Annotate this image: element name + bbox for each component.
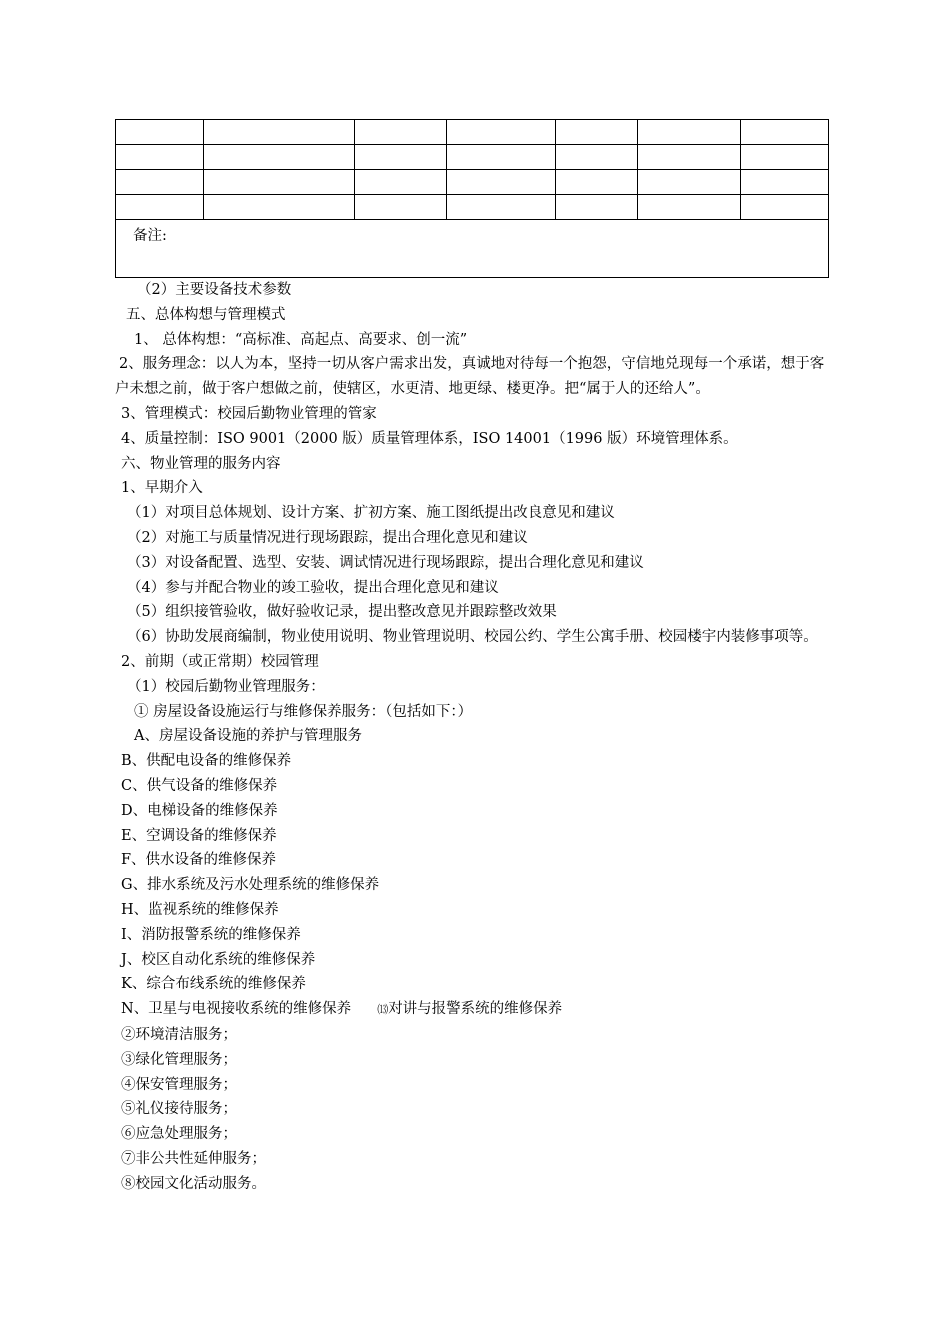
text-line: （1）对项目总体规划、设计方案、扩初方案、施工图纸提出改良意见和建议 [127,505,615,522]
table-row [116,120,829,145]
list-item: J、校区自动化系统的维修保养 [121,951,316,968]
list-item: C、供气设备的维修保养 [121,777,278,794]
text-line: （3）对设备配置、选型、安装、调试情况进行现场跟踪，提出合理化意见和建议 [127,554,644,571]
text-line: 1、早期介入 [121,480,203,497]
list-item: N、卫星与电视接收系统的维修保养 [121,1001,352,1018]
section-heading: 六、物业管理的服务内容 [121,455,281,472]
text-line: 2、前期（或正常期）校园管理 [121,653,319,670]
section-heading: 五、总体构想与管理模式 [126,306,286,323]
list-item: A、房屋设备设施的养护与管理服务 [134,728,362,745]
list-item: ③绿化管理服务； [121,1051,237,1068]
list-item: F、供水设备的维修保养 [121,852,277,869]
list-item: I、消防报警系统的维修保养 [121,926,301,943]
table-row [116,170,829,195]
text-line: ① 房屋设备设施运行与维修保养服务：（包括如下：） [134,703,473,720]
list-item: E、空调设备的维修保养 [121,827,277,844]
remark-label: 备注: [116,220,829,278]
list-item: ⑧校园文化活动服务。 [121,1175,266,1192]
list-item: ⑤礼仪接待服务； [121,1101,237,1118]
list-item: ④保安管理服务； [121,1076,237,1093]
text-line: 4、质量控制：ISO 9001（2000 版）质量管理体系，ISO 14001（1996 版）环境管理体系。 [121,430,738,447]
table-row [116,145,829,170]
text-line: （2）对施工与质量情况进行现场跟踪，提出合理化意见和建议 [127,529,528,546]
body-text [115,278,835,1196]
text-line: （2）主要设备技术参数 [137,282,292,298]
item-number-marker: ⒀ [377,1003,389,1017]
list-item: K、综合布线系统的维修保养 [121,976,306,993]
remark-row [116,220,829,278]
list-item-pair [115,997,835,1023]
table-row [116,195,829,220]
list-item: G、排水系统及污水处理系统的维修保养 [121,877,380,894]
list-item: D、电梯设备的维修保养 [121,802,278,819]
list-item: H、监视系统的维修保养 [121,901,279,918]
text-line: （1）校园后勤物业管理服务： [127,678,325,695]
paragraph: （6）协助发展商编制，物业使用说明、物业管理说明、校园公约、学生公寓手册、校园楼宇内装修事项等。 [127,629,818,646]
paragraph: 2、服务理念：以人为本，坚持一切从客户需求出发，真诚地对待每一个抱怨，守信地兑现每一个承诺，想于客户未想之前，做于客户想做之前，使辖区，水更清、地更绿、楼更净。把“属于人的还给人”。 [115,356,825,398]
list-item: ⑦非公共性延伸服务； [121,1150,266,1167]
list-item: 对讲与报警系统的维修保养 [388,1001,563,1018]
list-item: ⑥应急处理服务； [121,1126,237,1143]
list-item: ②环境清洁服务； [121,1026,237,1043]
text-line: 1、 总体构想：“高标准、高起点、高要求、创一流” [134,331,468,348]
list-item: B、供配电设备的维修保养 [121,753,292,770]
text-line: 3、管理模式：校园后勤物业管理的管家 [121,405,377,422]
equipment-table [115,119,829,278]
text-line: （5）组织接管验收，做好验收记录，提出整改意见并跟踪整改效果 [127,604,557,621]
text-line: （4）参与并配合物业的竣工验收，提出合理化意见和建议 [127,579,499,596]
